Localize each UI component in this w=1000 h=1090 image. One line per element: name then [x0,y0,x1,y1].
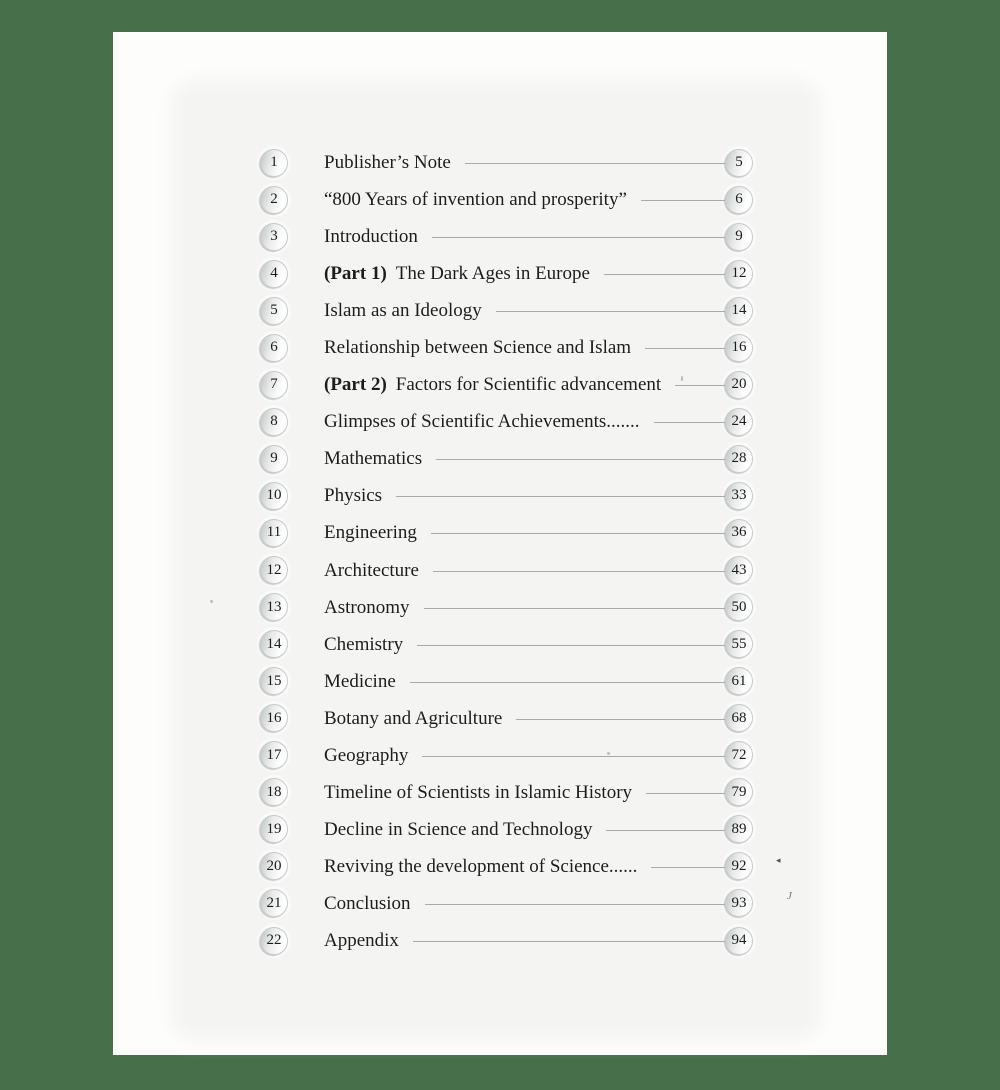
entry-page-circle: 93 [725,889,753,917]
scan-artifact-letter: J [787,890,792,902]
entry-page-circle: 89 [725,815,753,843]
entry-page-circle: 50 [725,593,753,621]
entry-title: Timeline of Scientists in Islamic History [324,781,633,803]
entry-number-circle: 16 [260,704,288,732]
toc-entry-row [260,366,753,403]
entry-title: (Part 2) Factors for Scientific advancement [324,374,662,396]
scan-speck [681,376,683,381]
entry-number-circle: 17 [260,741,288,769]
entry-page-circle: 43 [725,556,753,584]
leader-line [645,348,725,349]
leader-line [436,459,725,460]
leader-line [410,682,725,683]
entry-page-circle: 12 [725,260,753,288]
entry-page-circle: 24 [725,408,753,436]
entry-page-circle: 79 [725,778,753,806]
entry-number-circle: 20 [260,852,288,880]
entry-page-circle: 20 [725,371,753,399]
leader-line [465,163,725,164]
entry-title: Glimpses of Scientific Achievements....... [324,411,640,433]
entry-number-circle: 5 [260,297,288,325]
leader-line [424,608,726,609]
entry-page-circle: 61 [725,667,753,695]
toc-entry-row [260,440,753,477]
leader-line [641,200,725,201]
entry-title: (Part 1) The Dark Ages in Europe [324,263,590,285]
toc-entry-row [260,700,753,737]
entry-title: Publisher’s Note [324,152,451,174]
entry-number-circle: 13 [260,593,288,621]
toc-entry-row [260,329,753,366]
toc-entry-row [260,774,753,811]
entry-page-circle: 94 [725,927,753,955]
toc-entry-row [260,663,753,700]
entry-number-circle: 6 [260,334,288,362]
entry-number-circle: 4 [260,260,288,288]
toc-entry-row [260,477,753,514]
entry-page-circle: 14 [725,297,753,325]
entry-number-circle: 22 [260,927,288,955]
toc-entry-row [260,922,753,959]
entry-page-circle: 16 [725,334,753,362]
entry-title: “800 Years of invention and prosperity” [324,189,627,211]
entry-page-circle: 33 [725,482,753,510]
entry-number-circle: 8 [260,408,288,436]
leader-line [516,719,725,720]
entry-page-circle: 92 [725,852,753,880]
leader-line [646,793,725,794]
toc-entry-row [260,292,753,329]
entry-title: Physics [324,485,383,507]
entry-title: Chemistry [324,633,404,655]
scanned-page [113,32,887,1055]
entry-page-circle: 9 [725,223,753,251]
scan-speck [607,752,610,755]
entry-number-circle: 3 [260,223,288,251]
entry-title: Architecture [324,559,419,581]
entry-page-circle: 28 [725,445,753,473]
leader-line [606,830,725,831]
leader-line [422,756,725,757]
leader-line [431,533,725,534]
entry-page-circle: 55 [725,630,753,658]
entry-number-circle: 1 [260,149,288,177]
scan-speck [210,600,213,603]
entry-number-circle: 15 [260,667,288,695]
toc-entry-row [260,144,753,181]
toc-entry-row [260,218,753,255]
leader-line [413,941,725,942]
toc-entry-row [260,255,753,292]
entry-title: Astronomy [324,596,410,618]
toc-entry-row [260,811,753,848]
entry-title: Introduction [324,226,418,248]
entry-number-circle: 14 [260,630,288,658]
leader-line [496,311,725,312]
entry-title: Islam as an Ideology [324,300,482,322]
entry-title: Mathematics [324,448,423,470]
leader-line [417,645,725,646]
entry-number-circle: 9 [260,445,288,473]
entry-page-circle: 68 [725,704,753,732]
entry-part-label: (Part 2) [324,374,387,396]
toc-entry-row [260,181,753,218]
leader-line [425,904,725,905]
leader-line [396,496,725,497]
entry-title: Medicine [324,670,396,692]
entry-title: Decline in Science and Technology [324,818,593,840]
entry-number-circle: 7 [260,371,288,399]
entry-page-circle: 6 [725,186,753,214]
leader-line [604,274,725,275]
entry-number-circle: 12 [260,556,288,584]
entry-number-circle: 18 [260,778,288,806]
entry-page-circle: 36 [725,519,753,547]
entry-number-circle: 19 [260,815,288,843]
toc-entry-row [260,589,753,626]
entry-part-label: (Part 1) [324,263,387,285]
entry-title: Geography [324,744,409,766]
leader-line [432,237,725,238]
entry-number-circle: 11 [260,519,288,547]
entry-number-circle: 21 [260,889,288,917]
entry-title: Conclusion [324,892,411,914]
scan-artifact-mark: ◂ [776,856,781,866]
toc-entry-row [260,885,753,922]
table-of-contents [260,144,753,959]
leader-line [675,385,725,386]
toc-entry-row [260,737,753,774]
entry-title: Reviving the development of Science...... [324,855,638,877]
leader-line [651,867,725,868]
leader-line [433,571,725,572]
toc-entry-row [260,626,753,663]
entry-number-circle: 10 [260,482,288,510]
entry-title: Engineering [324,522,417,544]
entry-page-circle: 5 [725,149,753,177]
entry-title: Relationship between Science and Islam [324,337,632,359]
toc-entry-row [260,403,753,440]
entry-number-circle: 2 [260,186,288,214]
entry-title: Appendix [324,930,399,951]
entry-title: Botany and Agriculture [324,707,503,729]
entry-page-circle: 72 [725,741,753,769]
toc-entry-row [260,514,753,551]
toc-entry-row [260,848,753,885]
leader-line [654,422,725,423]
toc-entry-row [260,552,753,589]
